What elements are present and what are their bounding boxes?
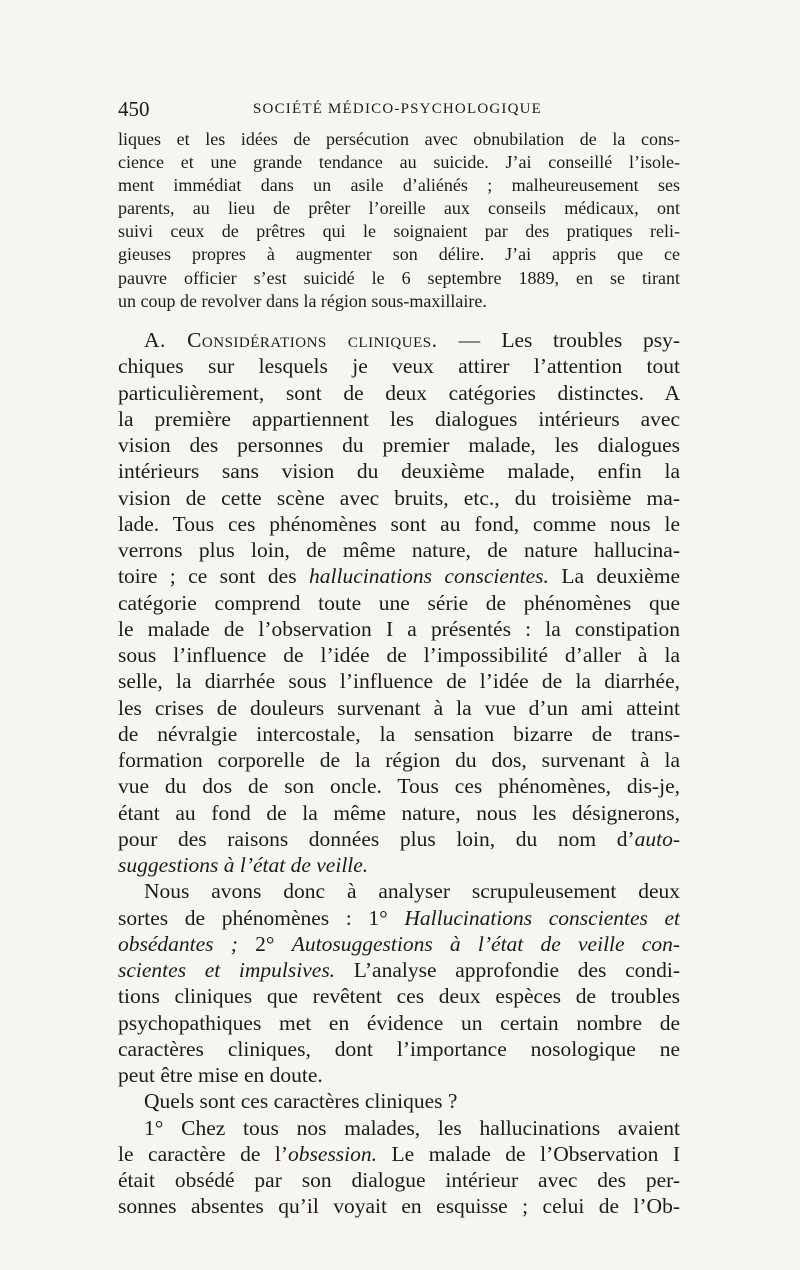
text-fragment: 2° [237,931,292,956]
emphasis-term: scientes et impulsives. [118,958,336,982]
text-line-mixed [118,905,680,931]
emphasis-obsession: obsession. [288,1141,378,1166]
text-line: intérieurs sans vision du deuxième malade, enfin la [118,459,680,484]
text-fragment: toire ; ce sont des [118,564,309,589]
text-line: particulièrement, sont de deux catégories distinctes. A [118,380,680,405]
text-line-mixed [118,931,680,957]
text-line-mixed [118,1141,680,1167]
paragraph-suicide-case [118,128,680,313]
text-line: vision de cette scène avec bruits, etc., du troisième ma- [118,485,680,510]
text-fragment: sortes de phénomènes : 1° [118,905,405,930]
emphasis-hallucinations-conscientes: hallucinations conscientes. [309,564,549,589]
text-line: verrons plus loin, de même nature, de nature hallucina- [118,538,680,562]
running-title: SOCIÉTÉ MÉDICO-PSYCHOLOGIQUE [253,101,543,117]
section-clinical-considerations [118,327,680,1220]
text-line-mixed [118,957,680,983]
text-line: ment immédiat dans un asile d’aliénés ; malheureusement ses [118,175,680,196]
text-line: liques et les idées de persécution avec obnubilation de la cons- [118,129,680,149]
text-line: parents, au lieu de prêter l’oreille aux conseils médicaux, ont [118,198,680,219]
section-heading: A. Considérations cliniques. — [144,328,481,352]
text-line: psychopathiques met en évidence un certain nombre de [118,1010,680,1035]
text-line: de névralgie intercostale, la sensation bizarre de trans- [118,721,680,746]
text-line: selle, la diarrhée sous l’influence de l’idée de la diarrhée, [118,669,680,694]
text-line: tions cliniques que revêtent ces deux espèces de troubles [118,984,680,1009]
text-line: vision des personnes du premier malade, les dialogues [118,433,680,457]
text-line: caractères cliniques, dont l’importance nosologique ne [118,1036,680,1061]
text-line: vue du dos de son oncle. Tous ces phénomènes, dis-je, [118,774,680,799]
text-fragment: La deuxième [548,564,680,589]
emphasis-auto: auto- [634,826,680,851]
text-fragment: le caractère de l’ [118,1141,289,1166]
text-line: était obsédé par son dialogue intérieur avec des per- [118,1168,680,1192]
text-line: catégorie comprend toute une série de phénomènes que [118,590,680,615]
text-line: gieuses propres à augmenter son délire. J’ai appris que ce [118,244,680,265]
text-line: formation corporelle de la région du dos, survenant à la [118,748,680,772]
page-number: 450 [118,97,150,121]
text-line: peut être mise en doute. [118,1063,323,1087]
text-line: lade. Tous ces phénomènes sont au fond, comme nous le [118,511,680,536]
text-line: suivi ceux de prêtres qui le soignaient par des pratiques reli- [118,221,680,242]
text-line: étant au fond de la même nature, nous les désignerons, [118,800,680,825]
page-header [118,97,680,121]
text-line: le malade de l’observation I a présentés : la constipation [118,616,680,641]
text-line: un coup de revolver dans la région sous-maxillaire. [118,290,487,311]
text-fragment: pour des raisons données plus loin, du nom d’ [118,826,635,851]
text-line: sonnes absentes qu’il voyait en esquisse ; celui de l’Ob- [118,1194,680,1219]
text-line: chiques sur lesquels je veux attirer l’attention tout [118,354,680,379]
emphasis-term: Autosuggestions à l’état de veille con- [291,931,680,956]
text-line: Nous avons donc à analyser scrupuleusement deux [144,879,680,904]
text-fragment: L’analyse approfondie des condi- [335,958,680,982]
emphasis-term: obsédantes ; [118,931,238,956]
question-line: Quels sont ces caractères cliniques ? [144,1089,458,1114]
text-fragment: Les troubles psy- [480,328,680,352]
text-fragment: Le malade de l’Observation I [377,1141,680,1166]
emphasis-term: Hallucinations conscientes et [404,905,680,930]
text-line: la première appartiennent les dialogues intérieurs avec [118,406,680,431]
text-line: cience et une grande tendance au suicide. J’ai conseillé l’isole- [118,152,680,173]
text-line: les crises de douleurs survenant à la vue d’un ami atteint [118,695,680,720]
emphasis-autosuggestions: suggestions à l’état de veille. [118,853,369,877]
text-line: 1° Chez tous nos malades, les hallucinations avaient [144,1115,680,1140]
text-line: pauvre officier s’est suicidé le 6 septembre 1889, en se tirant [118,267,680,288]
section-first-line [118,327,680,353]
text-line-mixed [118,826,680,852]
text-line-mixed [118,563,680,589]
text-line: sous l’influence de l’idée de l’impossibilité d’aller à la [118,643,680,667]
